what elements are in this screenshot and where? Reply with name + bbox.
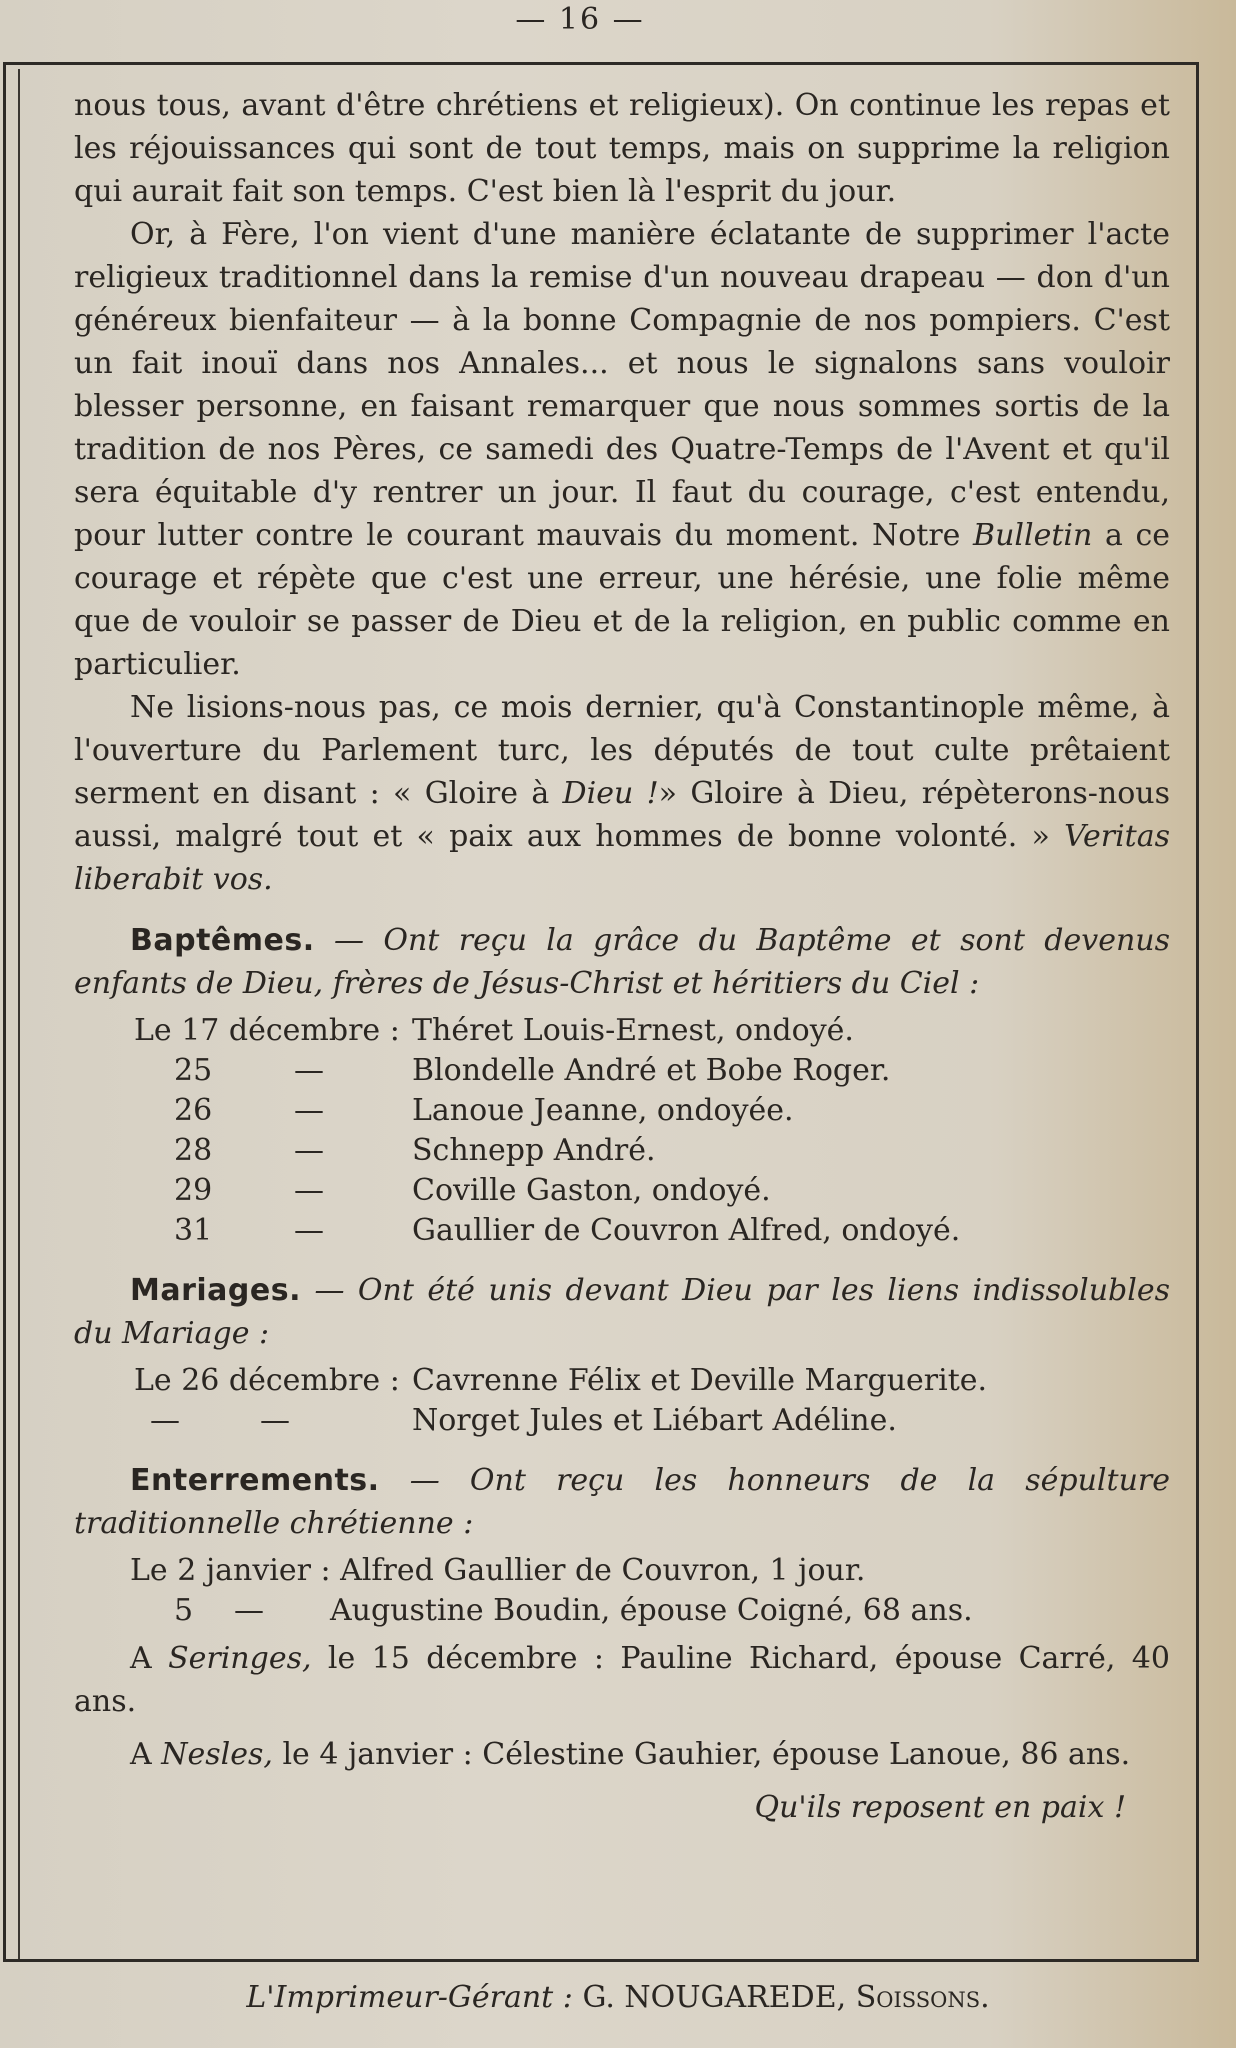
seringes-text: le 15 décembre : Pauline Richard, épouse Carré, 40 ans.	[74, 1641, 1170, 1719]
entry-day: 28	[174, 1133, 213, 1168]
enterrements-intro: — Ont reçu les honneurs de la sépulture traditionnelle chrétienne :	[74, 1463, 1170, 1541]
mariages-intro-line	[74, 1269, 1170, 1355]
printer-footer	[0, 1980, 1236, 2015]
list-item	[74, 1051, 1170, 1091]
entry-dash: —	[260, 1403, 290, 1438]
entry-name: Cavrenne Félix et Deville Marguerite.	[412, 1363, 988, 1398]
article-body	[74, 84, 1170, 1829]
entry-date: Le 26 décembre :	[134, 1363, 400, 1398]
entry-name: Augustine Boudin, épouse Coigné, 68 ans.	[330, 1593, 973, 1628]
list-item	[74, 1171, 1170, 1211]
footer-label: L'Imprimeur-Gérant :	[246, 1980, 573, 2015]
nesles-entry	[74, 1733, 1170, 1776]
entry-name: Coville Gaston, ondoyé.	[412, 1173, 771, 1208]
latin-quote: Veritas liberabit vos.	[74, 819, 1170, 897]
entry-name: Blondelle André et Bobe Roger.	[412, 1053, 891, 1088]
intro-p3-mid: » Gloire à Dieu, répèterons-nous aussi, malgré tout et « paix aux hommes de bonne volonté. »	[74, 776, 1170, 854]
section-enterrements	[74, 1459, 1170, 1829]
bulletin-word: Bulletin	[973, 518, 1093, 553]
entry-date: Le 2 janvier :	[130, 1553, 331, 1588]
enterrements-heading: Enterrements.	[130, 1463, 380, 1498]
entry-day: 26	[174, 1093, 213, 1128]
entry-dash: —	[294, 1133, 324, 1168]
entry-name: Norget Jules et Liébart Adéline.	[412, 1403, 897, 1438]
list-item	[74, 1361, 1170, 1401]
intro-p2-text: Or, à Fère, l'on vient d'une manière éclatante de supprimer l'acte religieux traditionnel dans la remise d'un nouveau drapeau — don d'un généreux bienfaiteur — à la bonne Compagnie de nos pompiers. C'est un fait inouï dans nos Annales... et nous le signalons sans vouloir blesser personne, en faisant remarquer que nous sommes sortis de la tradition de nos Pères, ce samedi des Quatre-Temps de l'Avent et qu'il sera équitable d'y rentrer un jour. Il faut du courage, c'est entendu, pour lutter contre le courant mauvais du moment. Notre	[74, 217, 1170, 553]
intro-paragraph-2	[74, 213, 1170, 686]
entry-dash: —	[294, 1053, 324, 1088]
mariages-intro: — Ont été unis devant Dieu par les liens indissolubles du Mariage :	[74, 1273, 1170, 1351]
closing-line	[74, 1786, 1170, 1829]
intro-paragraph-1: nous tous, avant d'être chrétiens et religieux). On continue les repas et les réjouissances qui sont de tout temps, mais on supprime la religion qui aurait fait son temps. C'est bien là l'esprit du jour.	[74, 88, 1170, 209]
list-item	[74, 1091, 1170, 1131]
seringes-entry	[74, 1637, 1170, 1723]
entry-date: Le 17 décembre :	[134, 1013, 400, 1048]
section-baptemes	[74, 919, 1170, 1251]
closing-text: Qu'ils reposent en paix !	[754, 1790, 1126, 1825]
mariages-list	[74, 1361, 1170, 1441]
mariages-heading: Mariages.	[130, 1273, 301, 1308]
list-item	[74, 1401, 1170, 1441]
seringes-place: Seringes,	[168, 1641, 312, 1676]
entry-name: Lanoue Jeanne, ondoyée.	[412, 1093, 794, 1128]
list-item	[74, 1011, 1170, 1051]
seringes-prefix: A	[130, 1641, 152, 1676]
nesles-prefix: A	[130, 1737, 152, 1772]
entry-day: 29	[174, 1173, 213, 1208]
intro-p3-start: Ne lisions-nous pas, ce mois dernier, qu'à Constantinople même, à l'ouverture du Parlement turc, les députés de tout culte prêtaient serment en disant : « Gloire à	[74, 690, 1170, 811]
entry-name: Gaullier de Couvron Alfred, ondoyé.	[412, 1213, 961, 1248]
entry-dash: —	[294, 1093, 324, 1128]
list-item	[74, 1211, 1170, 1251]
list-item	[74, 1131, 1170, 1171]
list-item	[74, 1551, 1170, 1591]
baptemes-intro: — Ont reçu la grâce du Baptême et sont devenus enfants de Dieu, frères de Jésus-Christ et héritiers du Ciel :	[74, 923, 1170, 1001]
intro-p2-end: a ce courage et répète que c'est une erreur, une hérésie, une folie même que de vouloir se passer de Dieu et de la religion, en public comme en particulier.	[74, 518, 1170, 682]
footer-city: Soissons.	[855, 1980, 990, 2015]
baptemes-heading: Baptêmes.	[130, 923, 315, 958]
baptemes-intro-line	[74, 919, 1170, 1005]
entry-day: —	[150, 1403, 180, 1438]
entry-day: 5	[174, 1593, 194, 1628]
intro-paragraph-3	[74, 686, 1170, 901]
nesles-place: Nesles,	[161, 1737, 273, 1772]
page-number: — 16 —	[515, 2, 645, 37]
section-mariages	[74, 1269, 1170, 1441]
entry-day: 25	[174, 1053, 213, 1088]
baptemes-list	[74, 1011, 1170, 1251]
entry-dash: —	[294, 1173, 324, 1208]
enterrements-intro-line	[74, 1459, 1170, 1545]
entry-name: Théret Louis-Ernest, ondoyé.	[412, 1013, 854, 1048]
list-item	[74, 1591, 1170, 1631]
entry-day: 31	[174, 1213, 213, 1248]
dieu-word: Dieu !	[562, 776, 659, 811]
footer-printer: G. NOUGAREDE,	[582, 1980, 847, 2015]
nesles-text: le 4 janvier : Célestine Gauhier, épouse Lanoue, 86 ans.	[282, 1737, 1131, 1772]
entry-name: Schnepp André.	[412, 1133, 656, 1168]
entry-dash: —	[294, 1213, 324, 1248]
entry-dash: —	[234, 1593, 264, 1628]
enterrements-list	[74, 1551, 1170, 1631]
entry-name: Alfred Gaullier de Couvron, 1 jour.	[340, 1553, 866, 1588]
